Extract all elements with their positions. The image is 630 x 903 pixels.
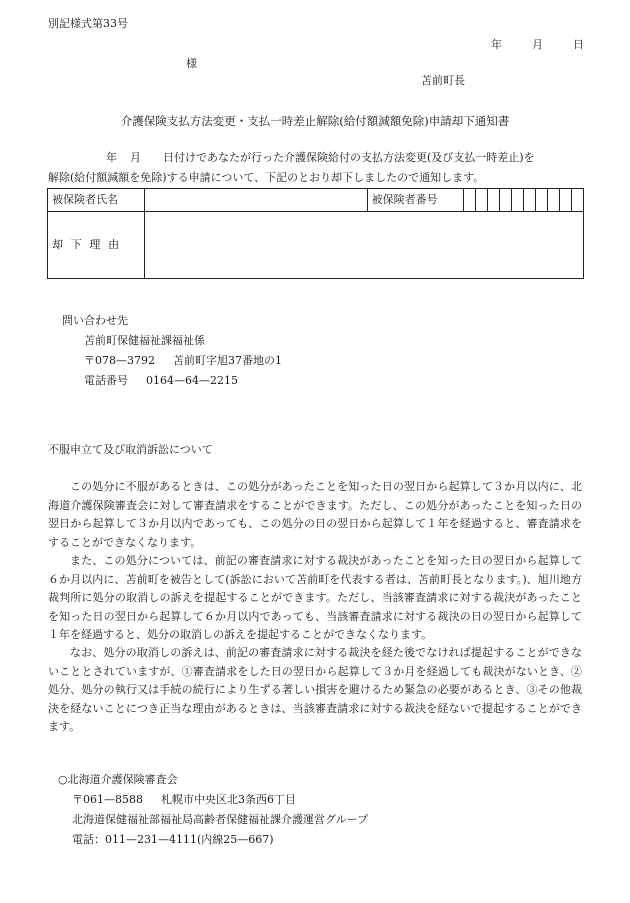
intro-year: 年 (106, 151, 117, 164)
inquiry-phone-label: 電話番号 (84, 374, 128, 387)
committee-address-line (58, 790, 368, 810)
reason-cell (144, 212, 583, 279)
addressee-suffix: 様 (186, 57, 197, 70)
committee-postal: 〒061—8588 (72, 793, 143, 806)
form-number: 別記様式第33号 (48, 17, 128, 30)
committee-phone: 電話：011—231—4111(内線25—667) (72, 833, 274, 846)
sender: 苫前町長 (421, 74, 465, 87)
inquiry-postal: 〒078—3792 (84, 354, 155, 367)
insured-number-digit (464, 189, 476, 212)
intro-text (48, 148, 588, 188)
appeal-paragraph-2: また、この処分については、前記の審査請求に対する裁決があったことを知った日の翌日から起算して６か月以内に、苫前町を被告として(訴訟において苫前町を代表する者は、苫前町長となります。)、旭川地方裁判所に処分の取消しの訴えを提起することができます。ただし、当該審査請求に対する裁決があったことを知った日の翌日から起算して６か月以内であっても、当該審査請求に対する裁決の日の翌日から起算して１年を経過すると、処分の取消しの訴えを提起することができなくなります。 (48, 554, 582, 641)
date-year: 年 (491, 38, 502, 51)
insured-number-digit (536, 189, 548, 212)
inquiry-phone-line (62, 371, 282, 391)
inquiry-address-line (62, 351, 282, 371)
appeal-heading: 不服申立て及び取消訴訟について (48, 443, 213, 456)
insured-number-digit (488, 189, 500, 212)
insured-number-label: 被保険者番号 (367, 189, 464, 212)
appeal-paragraph-1: この処分に不服があるときは、この処分があったことを知った日の翌日から起算して３か月以内に、北海道介護保険審査会に対して審査請求をすることができます。ただし、この処分があったことを知った日の翌日から起算して３か月以内であっても、この処分の日の翌日から起算して１年を経過すると、審査請求をすることができなくなります。 (48, 480, 582, 549)
inquiry-block (62, 311, 282, 391)
insured-number-digit (571, 189, 583, 212)
document-title: 介護保険支払方法変更・支払一時差止解除(給付額減額免除)申請却下通知書 (120, 114, 510, 128)
date-line (491, 38, 584, 53)
intro-line1: 日付けであなたが行った介護保険給付の支払方法変更(及び支払一時差止)を (163, 151, 535, 164)
insured-number-digit (524, 189, 536, 212)
appeal-paragraph-3: なお、処分の取消しの訴えは、前記の審査請求に対する裁決を経た後でなければ提起することができないこととされていますが、①審査請求をした日の翌日から起算して３か月を経過しても裁決がないとき、②処分、処分の執行又は手続の続行により生ずる著しい損害を避けるため緊急の必要があるとき、③その他裁決を経ないことにつき正当な理由があるときは、当該審査請求に対する裁決を経ないで提起することができます。 (48, 646, 582, 733)
insured-number-digit (500, 189, 512, 212)
insured-info-table (47, 188, 584, 279)
date-month: 月 (532, 38, 543, 51)
committee-department: 北海道保健福祉部福祉局高齢者保健福祉課介護運営グループ (72, 813, 369, 826)
intro-line2: 解除(給付額減額を免除)する申請について、下記のとおり却下しましたので通知します。 (48, 171, 485, 184)
inquiry-address: 苫前町字旭37番地の1 (173, 354, 282, 367)
insured-number-digit (560, 189, 572, 212)
date-day: 日 (573, 38, 584, 51)
insured-number-digit (512, 189, 524, 212)
insured-number-digit (548, 189, 560, 212)
committee-name: ○北海道介護保険審査会 (58, 773, 178, 786)
committee-address: 札幌市中央区北3条西6丁目 (161, 793, 296, 806)
insured-name-label: 被保険者氏名 (48, 189, 145, 212)
insured-name-cell (144, 189, 367, 212)
intro-month: 月 (130, 151, 141, 164)
inquiry-heading: 問い合わせ先 (62, 314, 128, 327)
reason-label: 却下理由 (48, 212, 145, 279)
committee-block (58, 770, 368, 850)
inquiry-phone: 0164—64—2215 (146, 374, 238, 387)
inquiry-department: 苫前町保健福祉課福祉係 (84, 334, 205, 347)
insured-number-digit (476, 189, 488, 212)
